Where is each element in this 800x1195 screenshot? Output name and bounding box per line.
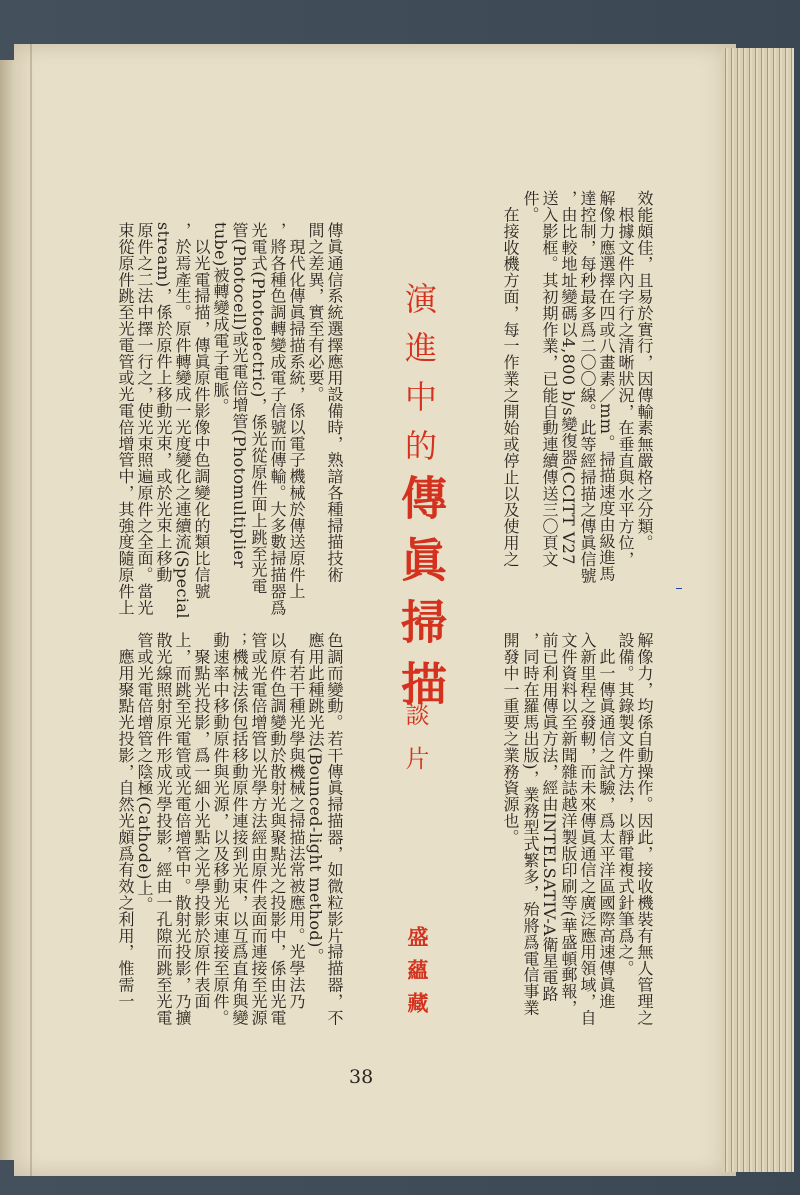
text-column: 開發中一重要之業務資源也。 [501,632,520,846]
text-column: 色調而變動。若干傳眞掃描器，如微粒影片掃描器，不 [325,632,344,1026]
text-column: ；機械法係包括移動原件連接到光束，以互爲直角與變 [230,632,249,1026]
text-column: 此一傳眞通信之試驗，爲太平洋區國際高速傳眞進 [597,632,616,1010]
text-column: 解像力應選擇在四或八畫素／mm。掃描速度由級進馬 [597,190,616,582]
text-column: 管或光電倍增管以光學方法經由原件表面而連接至光源 [249,632,268,1026]
text-column: 光電式(Photoelectric)，係光從原件面上跳至光電 [249,222,268,595]
article-title-line1: 演進中的 [400,282,438,478]
page-stack-edge [722,48,794,1172]
text-column: 傳眞通信系統選擇應用設備時，熟諳各種掃描技術 [325,222,344,583]
text-column: 達控制，每秒最多爲二〇〇線。此等經掃描之傳眞信號 [578,190,597,584]
ink-speck [676,588,682,589]
text-column: 入新里程之發軔，而未來傳眞通信之廣泛應用領域，自 [578,632,597,1026]
text-column: ，由比較地址變碼以4,800 b/s變復器(CCITT V27 [559,190,578,565]
text-column: 間之差異，實至有必要。 [306,222,325,403]
text-column: 散光線照射原件形成光學投影，經由一孔隙而跳至光電 [154,632,173,1026]
text-column: 有若干種光學與機械之掃描法常被應用。光學法乃 [287,632,306,1010]
text-column: 聚點光投影，爲一細小光點之光學投影於原件表面 [192,632,211,1010]
text-column: 文件資料以至新聞雜誌越洋製版印刷等(華盛頓郵報， [559,632,578,1016]
author-name: 盛蘊藏 [405,926,429,1025]
text-column: 在接收機方面，每一作業之開始或停止以及使用之 [501,190,520,568]
text-column: 上，而跳至光電管或光電倍增管中。散射光投影，乃擴 [173,632,192,1026]
text-column: 根據文件內字行之清晰狀況，在垂直與水平方位， [616,190,635,568]
text-column: 件。 [521,190,540,223]
text-column: 效能頗佳，且易於實行，因傳輸素無嚴格之分類。 [635,190,654,551]
text-column: stream)，係於原件上移動光束，或於光束上移動 [154,222,173,583]
text-column: 動速率中移動原件與光源，以及移動光束連接至原件。 [211,632,230,1026]
text-column: 以原件色調變動於散射光與聚點光之投影中，係由光電 [268,632,287,1026]
text-column: ，於焉產生。原件轉變成一光度變化之連續流(Special [173,222,192,619]
text-column: 前已利用傳眞方法，經由INTELSATIV-A衛星電路 [540,632,559,1002]
text-column: ，將各種色調轉變成電子信號而傳輸。大多數掃描器爲 [268,222,287,616]
text-column: 解像力，均係自動操作。因此，接收機裝有無人管理之 [635,632,654,1026]
text-column: 管或光電倍增管之陰極(Cathode)上。 [135,632,154,913]
text-column: 設備。其錄製文件方法，以靜電複式針筆爲之。 [616,632,635,977]
text-column: 應用此種跳光法(Bounced-light method)。 [306,632,325,965]
text-column: tube)被轉變成電子電脈。 [211,222,230,415]
text-column: 束從原件跳至光電管或光電倍增管中，其強度隨原件上 [116,222,135,616]
text-column: 原件之二法中擇一行之，使光束照遍原件之全面。當光 [135,222,154,616]
page-number: 38 [349,1066,374,1088]
text-column: 以光電掃描，傳眞原件影像中色調變化的類比信號 [192,222,211,600]
text-column: 應用聚點光投影，自然光頗爲有效之利用，惟需一 [116,632,135,1010]
gutter-crease [30,44,32,1176]
text-column: ，同時在羅馬出版)，業務型式繁多，殆將爲電信事業 [521,632,540,1016]
text-column: 送入影框。其初期作業，已能自動連續傳送三〇頁文 [540,190,559,568]
article-title-line2: 傳眞掃描 [394,474,448,722]
text-column: 現代化傳眞掃描系統，係以電子機械於傳送原件上 [287,222,306,600]
article-subtitle: 談片 [401,702,429,790]
text-column: 管(Photocell)或光電倍增管(Photomultiplier [230,222,249,569]
